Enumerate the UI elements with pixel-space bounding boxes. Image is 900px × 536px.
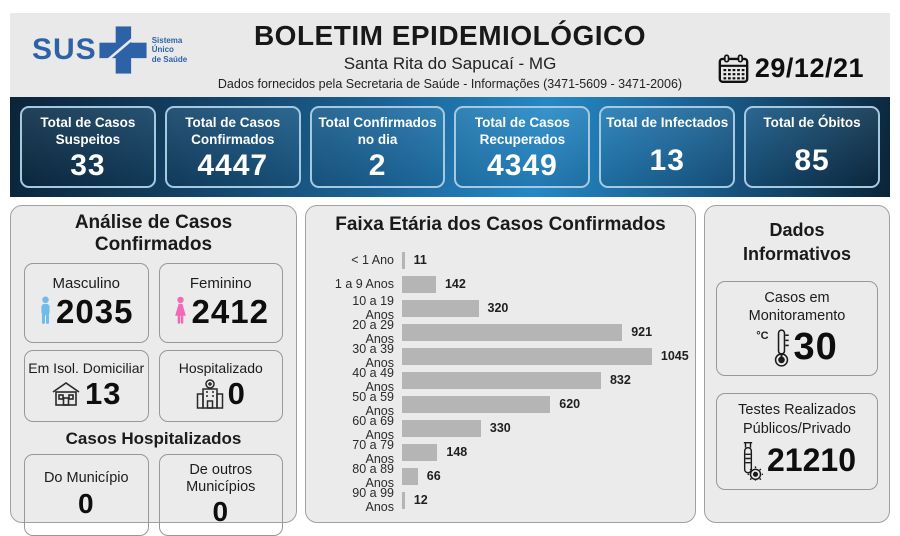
home-isolation-count: 13 bbox=[85, 376, 122, 412]
chart-bar-track bbox=[402, 372, 677, 389]
chart-bar-track bbox=[402, 348, 689, 365]
informative-title: Dados Informativos bbox=[742, 220, 852, 265]
chart-row bbox=[324, 296, 677, 320]
chart-category-label: 1 a 9 Anos bbox=[334, 277, 394, 291]
sus-logo bbox=[32, 24, 187, 76]
female-count: 2412 bbox=[191, 293, 269, 330]
hospital-icon bbox=[196, 379, 224, 409]
chart-value-label: 921 bbox=[631, 325, 653, 339]
stat-label: Total de Infectados bbox=[606, 115, 729, 130]
chart-bar-track bbox=[402, 468, 677, 485]
chart-bar-track bbox=[402, 252, 677, 269]
chart-bar bbox=[402, 300, 479, 317]
hospitalized-cards bbox=[24, 454, 283, 536]
stat-suspected bbox=[20, 106, 156, 188]
chart-value-label: 66 bbox=[426, 469, 441, 483]
isolation-cards bbox=[24, 350, 283, 422]
stat-value: 33 bbox=[70, 148, 106, 182]
chart-category-label: 90 a 99 Anos bbox=[352, 486, 394, 514]
sus-tagline bbox=[152, 36, 188, 65]
hospitalized-section-title: Casos Hospitalizados bbox=[65, 429, 242, 448]
card-label: Hospitalizado bbox=[178, 359, 263, 376]
chart-bar-track bbox=[402, 300, 677, 317]
test-tube-icon bbox=[738, 439, 763, 483]
other-hospitalized-card bbox=[159, 454, 284, 536]
monitoring-count: 30 bbox=[793, 326, 838, 369]
stat-label: Total de Casos Suspeitos bbox=[40, 115, 136, 147]
chart-row bbox=[324, 368, 677, 392]
stat-value: 4447 bbox=[197, 148, 269, 182]
chart-bar bbox=[402, 372, 601, 389]
chart-row bbox=[324, 416, 677, 440]
chart-category-label: 60 a 69 Anos bbox=[352, 414, 394, 442]
chart-bar bbox=[402, 324, 622, 341]
chart-bar bbox=[402, 492, 405, 509]
chart-bar-track bbox=[402, 420, 677, 437]
chart-category-label: < 1 Ano bbox=[351, 253, 394, 267]
chart-bar bbox=[402, 252, 405, 269]
page-title: BOLETIM EPIDEMIOLÓGICO bbox=[253, 20, 647, 51]
stat-label: Total de Óbitos bbox=[763, 115, 861, 130]
calendar-icon bbox=[718, 54, 749, 84]
chart-bar-track bbox=[402, 324, 677, 341]
date-display bbox=[718, 53, 864, 84]
male-icon bbox=[39, 295, 52, 330]
chart-title: Faixa Etária dos Casos Confirmados bbox=[335, 214, 666, 235]
chart-category-label: 70 a 79 Anos bbox=[352, 438, 394, 466]
age-chart-panel bbox=[305, 205, 696, 523]
stat-confirmed bbox=[165, 106, 301, 188]
male-card bbox=[24, 263, 149, 343]
chart-row bbox=[324, 342, 689, 370]
chart-bar bbox=[402, 420, 481, 437]
card-label: Em Isol. Domiciliar bbox=[28, 359, 145, 376]
female-icon bbox=[173, 295, 188, 330]
chart-category-label: 10 a 19 Anos bbox=[352, 294, 394, 322]
other-hospitalized-count: 0 bbox=[212, 496, 230, 528]
main-content bbox=[10, 205, 890, 528]
tests-count: 21210 bbox=[767, 442, 856, 479]
report-date: 29/12/21 bbox=[754, 53, 864, 83]
chart-row bbox=[324, 464, 677, 488]
thermometer-icon bbox=[773, 327, 790, 369]
stat-value: 2 bbox=[368, 148, 387, 182]
chart-bar bbox=[402, 348, 652, 365]
stat-value: 4349 bbox=[487, 148, 558, 182]
chart-category-label: 80 a 89 Anos bbox=[352, 462, 394, 490]
chart-bar-track bbox=[402, 396, 677, 413]
chart-bar-track bbox=[402, 492, 677, 509]
local-hospitalized-card bbox=[24, 454, 149, 536]
chart-value-label: 12 bbox=[413, 493, 428, 507]
chart-value-label: 11 bbox=[413, 253, 427, 267]
card-label: Do Município bbox=[43, 470, 129, 487]
stat-label: Total de Casos Confirmados bbox=[185, 115, 281, 147]
home-isolation-card bbox=[24, 350, 149, 422]
chart-category-label: 50 a 59 Anos bbox=[352, 390, 394, 418]
stat-deaths bbox=[744, 106, 880, 188]
chart-row bbox=[324, 248, 677, 272]
chart-category-label: 20 a 29 Anos bbox=[352, 318, 394, 346]
chart-row bbox=[324, 320, 677, 344]
chart-value-label: 320 bbox=[487, 301, 509, 315]
stat-confirmed-today bbox=[310, 106, 446, 188]
chart-bar-track bbox=[402, 276, 677, 293]
summary-stats-bar bbox=[10, 97, 890, 197]
celsius-label: °C bbox=[756, 330, 769, 343]
stat-value: 85 bbox=[794, 144, 830, 177]
chart-category-label: 40 a 49 Anos bbox=[352, 366, 394, 394]
chart-row bbox=[324, 440, 677, 464]
chart-category-label: 30 a 39 Anos bbox=[352, 342, 394, 370]
chart-bar bbox=[402, 444, 437, 461]
age-chart bbox=[324, 248, 689, 514]
analysis-title: Análise de Casos Confirmados bbox=[74, 212, 233, 255]
info-line: Dados fornecidos pela Secretaria de Saúde - Informações (3471-5609 - 3471-2006) bbox=[217, 77, 683, 91]
page-subtitle: Santa Rita do Sapucaí - MG bbox=[343, 54, 557, 73]
tagline-line: Único bbox=[151, 45, 174, 55]
stat-label: Total de Casos Recuperados bbox=[474, 115, 570, 147]
tagline-line: de Saúde bbox=[151, 54, 188, 64]
chart-bar bbox=[402, 396, 550, 413]
female-card bbox=[159, 263, 284, 343]
chart-value-label: 330 bbox=[489, 421, 511, 435]
local-hospitalized-count: 0 bbox=[77, 487, 95, 519]
chart-value-label: 148 bbox=[446, 445, 468, 459]
card-label: Masculino bbox=[52, 275, 121, 292]
gender-cards bbox=[24, 263, 283, 343]
chart-row bbox=[324, 488, 677, 512]
card-label: Feminino bbox=[189, 275, 252, 292]
tests-card bbox=[716, 393, 878, 490]
sus-logo-text: SUS bbox=[32, 33, 97, 66]
analysis-panel bbox=[10, 205, 297, 528]
chart-bar bbox=[402, 276, 436, 293]
informative-panel bbox=[704, 205, 890, 523]
sus-cross-icon bbox=[97, 24, 149, 76]
card-label: De outros Municípios bbox=[186, 461, 256, 495]
stat-value: 13 bbox=[649, 144, 685, 177]
hospitalized-count: 0 bbox=[227, 376, 246, 412]
chart-bar bbox=[402, 468, 418, 485]
stat-label: Total Confirmados no dia bbox=[318, 115, 437, 147]
card-label: Testes Realizados Públicos/Privado bbox=[738, 402, 856, 438]
chart-row bbox=[324, 272, 677, 296]
chart-row bbox=[324, 392, 677, 416]
chart-value-label: 1045 bbox=[660, 349, 689, 363]
monitoring-card bbox=[716, 281, 878, 377]
card-label: Casos em Monitoramento bbox=[748, 289, 846, 325]
house-icon bbox=[51, 381, 81, 407]
chart-value-label: 832 bbox=[609, 373, 631, 387]
chart-value-label: 620 bbox=[559, 397, 581, 411]
stat-recovered bbox=[454, 106, 590, 188]
male-count: 2035 bbox=[56, 293, 134, 330]
tagline-line: Sistema bbox=[151, 35, 183, 45]
header bbox=[10, 13, 890, 97]
hospitalized-card bbox=[159, 350, 284, 422]
chart-value-label: 142 bbox=[444, 277, 466, 291]
stat-infected bbox=[599, 106, 735, 188]
chart-bar-track bbox=[402, 444, 677, 461]
